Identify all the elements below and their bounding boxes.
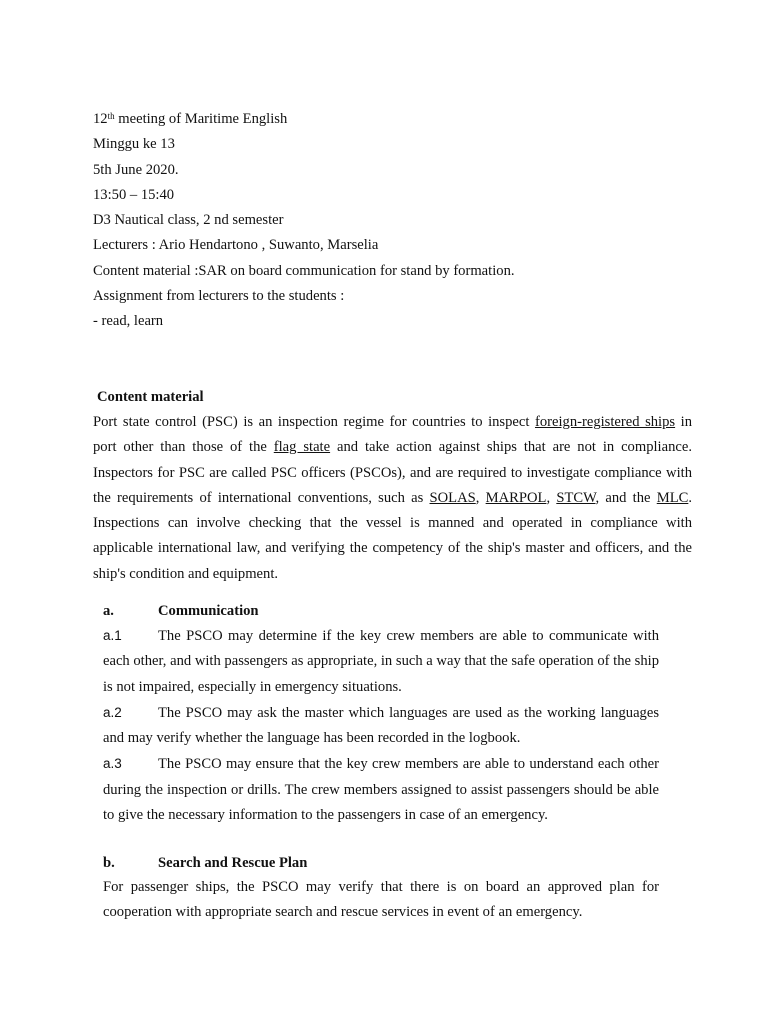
- item-a2-text: The PSCO may ask the master which languages are used as the working languages and may verify whether the language has been recorded in the logbook.: [103, 704, 659, 747]
- date-line: 5th June 2020.: [93, 161, 179, 178]
- link-solas[interactable]: SOLAS: [429, 489, 476, 506]
- item-a1-number: a.1: [103, 628, 122, 643]
- section-search-rescue: [103, 853, 659, 926]
- lecturers-line: Lecturers : Ario Hendartono , Suwanto, Marselia: [93, 237, 379, 254]
- week-line: Minggu ke 13: [93, 136, 175, 153]
- intro-text: and take action against ships that are not in compliance. Inspectors for PSC are called PSC officers (PSCOs), and are required to investigate compliance with the requirements of international conventions, such as: [93, 439, 692, 506]
- link-stcw[interactable]: STCW: [556, 489, 596, 506]
- intro-text: Port state control (PSC) is an inspection regime for countries to inspect: [93, 414, 535, 430]
- class-line: D3 Nautical class, 2 nd semester: [93, 212, 284, 229]
- section-b-label: b.: [103, 855, 115, 871]
- section-b-text: For passenger ships, the PSCO may verify that there is on board an approved plan for cooperation with appropriate search and rescue services in event of an emergency.: [103, 879, 659, 921]
- item-a1: [103, 623, 659, 700]
- item-a3: [103, 751, 659, 828]
- assignment-line: Assignment from lecturers to the students :: [93, 288, 345, 305]
- time-line: 13:50 – 15:40: [93, 186, 175, 203]
- intro-text: in port other than those of the: [93, 414, 693, 456]
- link-mlc[interactable]: MLC: [656, 489, 689, 506]
- meeting-title: [93, 109, 693, 134]
- task-line: - read, learn: [93, 313, 164, 330]
- intro-text: , and the: [595, 489, 657, 506]
- item-a2: [103, 700, 659, 752]
- meeting-title-text: meeting of Maritime English: [114, 111, 288, 127]
- section-communication: [103, 601, 659, 828]
- intro-text: ,: [475, 489, 486, 506]
- item-a3-number: a.3: [103, 756, 122, 772]
- link-marpol[interactable]: MARPOL: [485, 489, 547, 506]
- section-a-title: Communication: [158, 603, 259, 619]
- meeting-number-suffix: th: [107, 111, 115, 121]
- intro-text: ,: [546, 489, 557, 506]
- item-a3-text: The PSCO may ensure that the key crew members are able to understand each other during the inspection or drills. The crew members assigned to assist passengers should be able to give the necessary information to the passengers in case of an emergency.: [103, 756, 659, 824]
- intro-text: . Inspections can involve checking that the vessel is manned and operated in compliance with applicable international law, and verifying the competency of the ship's master and officers, and the ship's condition and equipment.: [93, 489, 693, 582]
- content-material-line: Content material :SAR on board communication for stand by formation.: [93, 262, 515, 279]
- link-foreign-registered-ships[interactable]: foreign-registered ships: [534, 414, 676, 430]
- section-a-heading: [103, 601, 659, 621]
- meeting-header: [93, 109, 693, 337]
- section-b-title: Search and Rescue Plan: [158, 855, 308, 871]
- item-a1-text: The PSCO may determine if the key crew members are able to communicate with each other, and with passengers as appropriate, in such a way that the safe operation of the ship is not impaired, especially in emergency situations.: [103, 628, 659, 695]
- item-a2-number: a.2: [103, 704, 122, 720]
- content-heading: Content material: [97, 389, 204, 405]
- meeting-number: 12: [93, 111, 108, 127]
- intro-paragraph: [93, 410, 692, 587]
- section-a-label: a.: [103, 603, 114, 619]
- link-flag-state[interactable]: flag state: [273, 439, 331, 456]
- section-b-heading: [103, 853, 659, 873]
